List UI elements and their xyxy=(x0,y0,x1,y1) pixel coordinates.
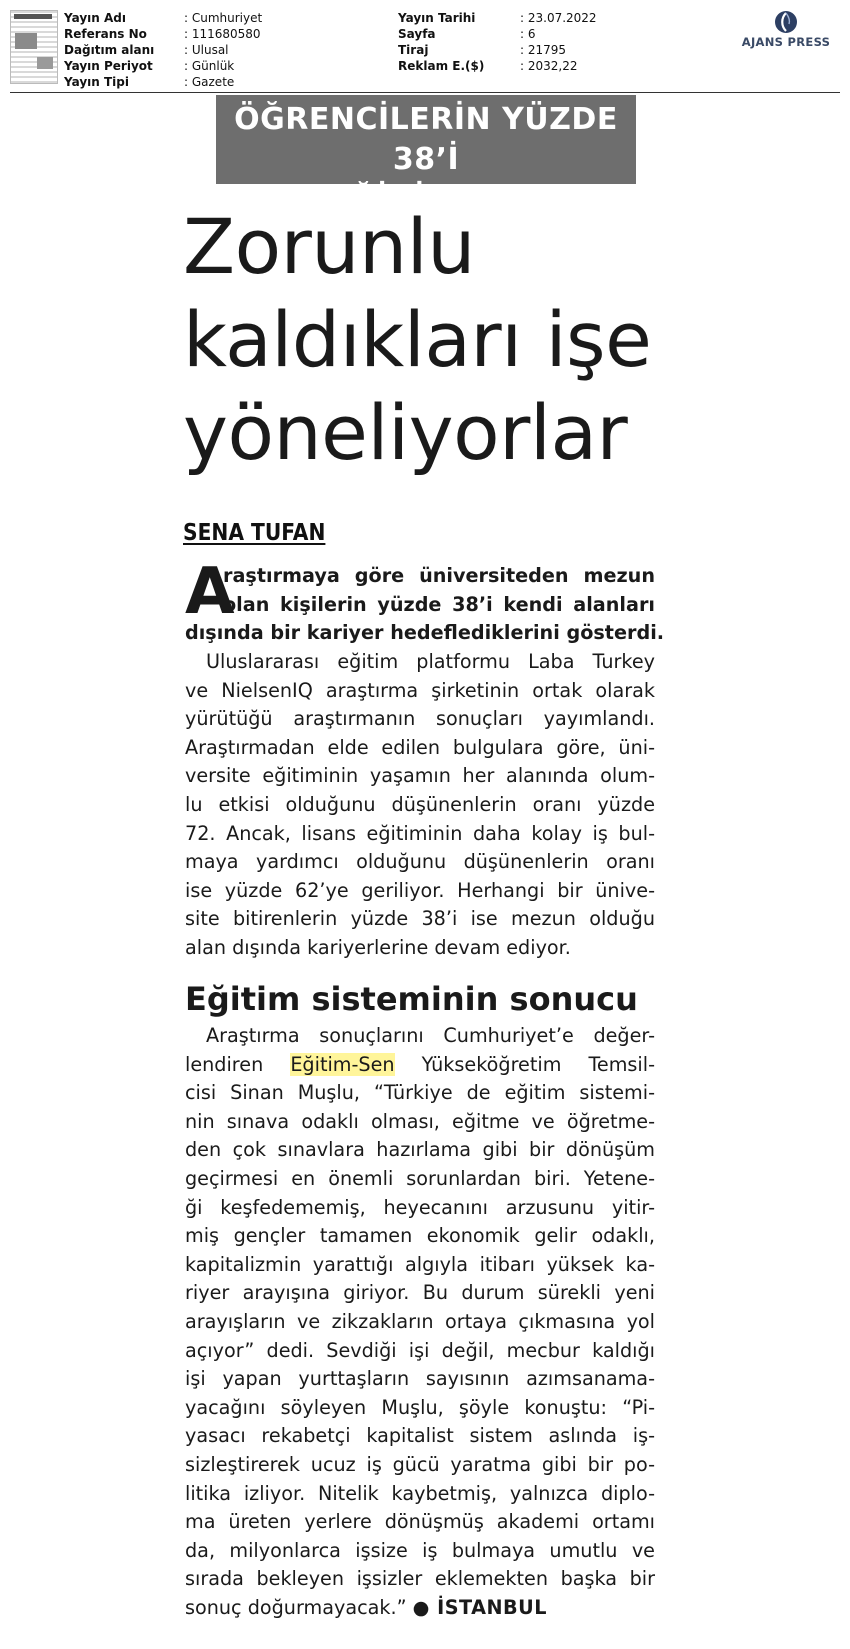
body-line: Araştırma sonuçlarını Cumhuriyet’e değer- xyxy=(206,1024,655,1047)
clipping-header xyxy=(10,8,840,93)
byline: SENA TUFAN xyxy=(183,520,326,546)
body-line: ma üreten yerlere dönüşmüş akademi ortamı xyxy=(185,1510,655,1534)
headline xyxy=(183,200,703,479)
highlighted-term: Eğitim-Sen xyxy=(290,1052,395,1076)
meta-row-period: Yayın Periyot : Günlük xyxy=(64,59,235,73)
meta-left-column xyxy=(64,10,262,90)
body-line: alan dışında kariyerlerine devam ediyor. xyxy=(185,935,571,959)
globe-logo-icon xyxy=(774,10,798,34)
body-line: yacağını söyleyen Muşlu, şöyle konuştu: “Pi- xyxy=(185,1395,655,1419)
body-line: nin sınava odaklı olması, eğitme ve öğretme- xyxy=(185,1109,655,1133)
body-line: Araştırmadan elde edilen bulgulara göre, üni- xyxy=(185,735,655,759)
dateline-sign: ● İSTANBUL xyxy=(412,1595,547,1619)
headline-line: kaldıkları işe xyxy=(183,295,652,384)
body-line: 72. Ancak, lisans eğitiminin daha kolay iş bul- xyxy=(185,821,655,845)
body-line: geçirmesi en önemli sorunlardan biri. Yetene- xyxy=(185,1166,655,1190)
meta-row-publication: Yayın Adı : Cumhuriyet xyxy=(64,11,263,25)
brand-name: AJANS PRESS xyxy=(741,35,831,49)
body-line-highlighted: lendiren Eğitim-Sen Yükseköğretim Temsil- xyxy=(185,1052,655,1076)
meta-row-ad-value: Reklam E.($) : 2032,22 xyxy=(398,59,578,73)
meta-row-type: Yayın Tipi : Gazete xyxy=(64,75,235,89)
kicker-banner xyxy=(216,95,636,217)
body-line: litika izliyor. Nitelik kaybetmiş, yalnızca diplo- xyxy=(185,1481,655,1505)
drop-cap: A xyxy=(185,555,235,629)
body-line: ve NielsenIQ araştırma şirketinin ortak olarak xyxy=(185,678,655,702)
meta-row-date: Yayın Tarihi : 23.07.2022 xyxy=(398,11,597,25)
lead-paragraph xyxy=(185,555,665,648)
body-line: miş gençler tamamen ekonomik gelir odaklı, xyxy=(185,1224,655,1248)
meta-row-circulation: Tiraj : 21795 xyxy=(398,43,567,57)
body-line: Uluslararası eğitim platformu Laba Turkey xyxy=(206,650,655,673)
brand-logo xyxy=(736,10,836,54)
body-line: yasacı rekabetçi kapitalist sistem aslında iş- xyxy=(185,1424,655,1448)
body-line: işi yapan yurttaşların sayısının azımsanama- xyxy=(185,1367,655,1391)
headline-line: Zorunlu xyxy=(183,202,475,291)
body-paragraph-1 xyxy=(185,648,655,963)
body-line: sizleştirerek ucuz iş gücü yaratma gibi bir po- xyxy=(185,1452,655,1476)
meta-row-distribution: Dağıtım alanı : Ulusal xyxy=(64,43,229,57)
body-line: açıyor” dedi. Sevdiği işi değil, mecbur kaldığı xyxy=(185,1338,655,1362)
body-line: versite eğitiminin yaşamın her alanında olum- xyxy=(185,764,655,788)
lead-line: raştırmaya göre üniversiteden mezun xyxy=(223,564,655,587)
kicker-line: ÖĞRENCİLERİN YÜZDE 38’İ xyxy=(234,102,618,177)
meta-row-page: Sayfa : 6 xyxy=(398,27,536,41)
body-line: den çok sınavlara hazırlama gibi bir dönüşüm xyxy=(185,1138,655,1162)
kicker-line: MESLEĞİNİ YAPMIYOR xyxy=(237,182,615,217)
body-line: ği keşfedememiş, heyecanını arzusunu yitir- xyxy=(185,1195,655,1219)
body-line: maya yardımcı olduğunu düşünenlerin oranı xyxy=(185,850,655,874)
body-line: arayışların ve zikzakların ortaya çıkmasına yol xyxy=(185,1309,655,1333)
body-line: cisi Sinan Muşlu, “Türkiye de eğitim sistemi- xyxy=(185,1081,655,1105)
body-line: riyer arayışına giriyor. Bu durum sürekli yeni xyxy=(185,1281,655,1305)
lead-line: olan kişilerin yüzde 38’i kendi alanları xyxy=(223,592,655,616)
body-line: kapitalizmin yarattığı algıyla itibarı yüksek ka- xyxy=(185,1252,655,1276)
meta-row-reference: Referans No : 111680580 xyxy=(64,27,261,41)
body-line: da, milyonlarca işsize iş bulmaya umutlu ve xyxy=(185,1538,655,1562)
body-line: ise yüzde 62’ye geriliyor. Herhangi bir ünive- xyxy=(185,878,655,902)
subheading: Eğitim sisteminin sonucu xyxy=(185,980,638,1018)
body-line: site bitirenlerin yüzde 38’i ise mezun olduğu xyxy=(185,907,655,931)
body-paragraph-2 xyxy=(185,1022,655,1622)
meta-right-column xyxy=(398,10,597,74)
lead-line: dışında bir kariyer hedeflediklerini gösterdi. xyxy=(185,621,665,645)
body-line: yürütüğü araştırmanın sonuçları yayımlandı. xyxy=(185,707,655,731)
headline-line: yöneliyorlar xyxy=(183,388,628,477)
body-line: lu etkisi olduğunu düşünenlerin oranı yüzde xyxy=(185,792,655,816)
page-thumbnail[interactable] xyxy=(10,10,58,84)
body-line: sırada bekleyen işsizler eklemekten başka bir xyxy=(185,1567,655,1591)
closing-line: sonuç doğurmayacak.” ● İSTANBUL xyxy=(185,1595,547,1619)
